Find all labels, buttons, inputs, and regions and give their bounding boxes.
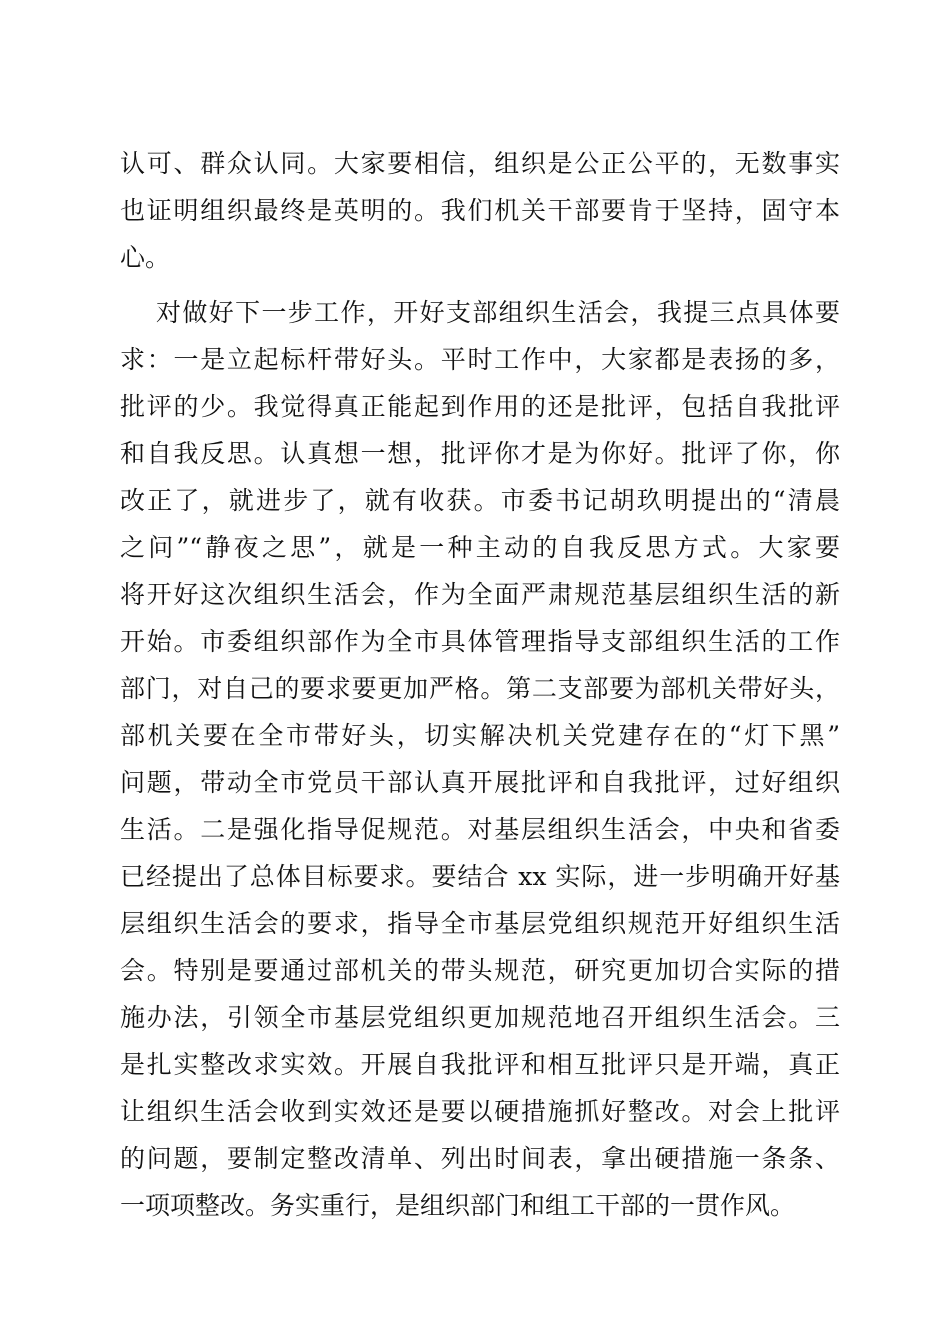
text-line: 对做好下一步工作，开好支部组织生活会，我提三点具体要 [156, 298, 840, 327]
text-line: 将开好这次组织生活会，作为全面严肃规范基层组织生活的新 [120, 580, 840, 609]
text-line: 让组织生活会收到实效还是要以硬措施抓好整改。对会上批评 [120, 1097, 840, 1126]
text-line: 之问”“静夜之思”，就是一种主动的自我反思方式。大家要 [120, 533, 840, 562]
text-line: 求：一是立起标杆带好头。平时工作中，大家都是表扬的多， [120, 345, 840, 374]
text-line: 开始。市委组织部作为全市具体管理指导支部组织生活的工作 [120, 627, 840, 656]
text-line: 一项项整改。务实重行，是组织部门和组工干部的一贯作风。 [120, 1191, 796, 1220]
text-line: 也证明组织最终是英明的。我们机关干部要肯于坚持，固守本 [120, 196, 840, 225]
text-line: 的问题，要制定整改清单、列出时间表，拿出硬措施一条条、 [120, 1144, 840, 1173]
paragraph-spacer [120, 281, 840, 289]
text-line: 问题，带动全市党员干部认真开展批评和自我批评，过好组织 [120, 768, 840, 797]
text-line: 改正了，就进步了，就有收获。市委书记胡玖明提出的“清晨 [120, 486, 840, 515]
text-line: 认可、群众认同。大家要相信，组织是公正公平的，无数事实 [120, 149, 840, 178]
text-line: 部机关要在全市带好头，切实解决机关党建存在的“灯下黑” [120, 721, 840, 750]
text-line: 会。特别是要通过部机关的带头规范，研究更加切合实际的措 [120, 956, 840, 985]
text-line: 心。 [120, 243, 171, 272]
text-line: 批评的少。我觉得真正能起到作用的还是批评，包括自我批评 [120, 392, 840, 421]
text-line: 已经提出了总体目标要求。要结合 xx 实际，进一步明确开好基 [120, 862, 840, 891]
text-line: 生活。二是强化指导促规范。对基层组织生活会，中央和省委 [120, 815, 840, 844]
text-line: 施办法，引领全市基层党组织更加规范地召开组织生活会。三 [120, 1003, 840, 1032]
text-line: 部门，对自己的要求要更加严格。第二支部要为部机关带好头， [120, 674, 840, 703]
text-line: 和自我反思。认真想一想，批评你才是为你好。批评了你，你 [120, 439, 840, 468]
text-line: 层组织生活会的要求，指导全市基层党组织规范开好组织生活 [120, 909, 840, 938]
paragraph-1 [120, 140, 840, 281]
text-line: 是扎实整改求实效。开展自我批评和相互批评只是开端，真正 [120, 1050, 840, 1079]
document-body [120, 140, 840, 1229]
paragraph-2 [120, 289, 840, 1229]
